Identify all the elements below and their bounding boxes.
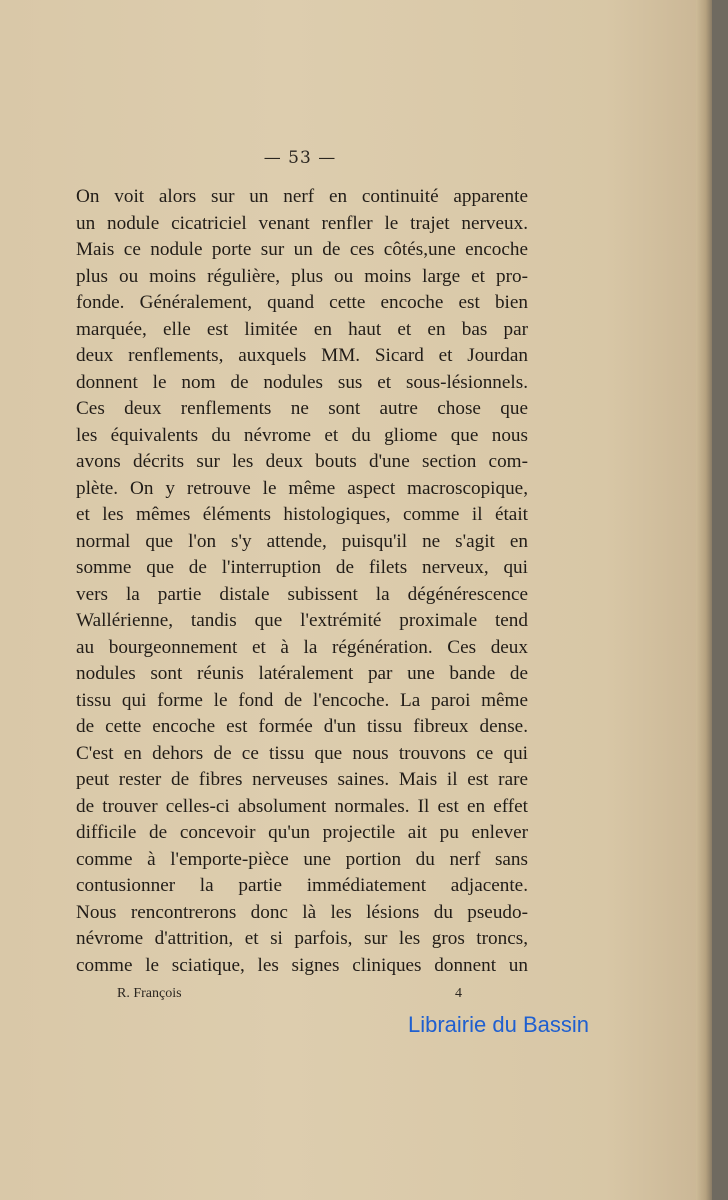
text-line: de trouver celles-ci absolument normales. Il est en effet (76, 795, 528, 817)
text-line: Wallérienne, tandis que l'extrémité proximale tend (76, 610, 528, 631)
signature-mark: 4 (455, 986, 462, 1001)
text-line: difficile de concevoir qu'un projectile ait pu enlever (76, 822, 528, 843)
text-line: un nodule cicatriciel venant renfler le trajet nerveux. (76, 212, 528, 234)
watermark: Librairie du Bassin (408, 1012, 589, 1037)
text-line: comme le sciatique, les signes cliniques donnent un (76, 954, 528, 976)
text-line: au bourgeonnement et à la régénération. Ces deux (76, 636, 528, 658)
text-line: contusionner la partie immédiatement adjacente. (76, 875, 528, 896)
text-line: fonde. Généralement, quand cette encoche est bien (76, 292, 528, 313)
text-line: Mais ce nodule porte sur un de ces côtés,une encoche (76, 239, 528, 260)
text-line: somme que de l'interruption de filets nerveux, qui (76, 557, 528, 578)
text-line: C'est en dehors de ce tissu que nous trouvons ce qui (76, 742, 528, 764)
text-line: plète. On y retrouve le même aspect macroscopique, (76, 477, 528, 499)
text-line: plus ou moins régulière, plus ou moins large et pro- (76, 265, 528, 287)
page-number: — 53 — (263, 148, 337, 168)
text-line: vers la partie distale subissent la dégénérescence (76, 583, 528, 605)
text-line: névrome d'attrition, et si parfois, sur les gros troncs, (76, 928, 528, 949)
text-line: et les mêmes éléments histologiques, comme il était (76, 504, 528, 525)
text-line: comme à l'emporte-pièce une portion du nerf sans (76, 848, 528, 870)
text-line: de cette encoche est formée d'un tissu fibreux dense. (76, 716, 528, 737)
footer-author: R. François (117, 986, 182, 1001)
text-line: peut rester de fibres nerveuses saines. Mais il est rare (76, 769, 528, 790)
text-line: normal que l'on s'y attende, puisqu'il ne s'agit en (76, 530, 528, 552)
text-line: marquée, elle est limitée en haut et en bas par (76, 318, 528, 340)
text-line: Ces deux renflements ne sont autre chose que (76, 398, 528, 419)
page-edge (696, 0, 712, 1200)
text-line: nodules sont réunis latéralement par une bande de (76, 663, 528, 684)
text-line: tissu qui forme le fond de l'encoche. La paroi même (76, 689, 528, 711)
text-line: donnent le nom de nodules sus et sous-lésionnels. (76, 371, 528, 393)
text-line: deux renflements, auxquels MM. Sicard et Jourdan (76, 345, 528, 366)
text-line: Nous rencontrerons donc là les lésions du pseudo- (76, 901, 528, 923)
body-text (76, 184, 528, 979)
text-line: On voit alors sur un nerf en continuité apparente (76, 186, 528, 207)
text-line: les équivalents du névrome et du gliome que nous (76, 424, 528, 446)
text-line: avons décrits sur les deux bouts d'une section com- (76, 451, 528, 472)
